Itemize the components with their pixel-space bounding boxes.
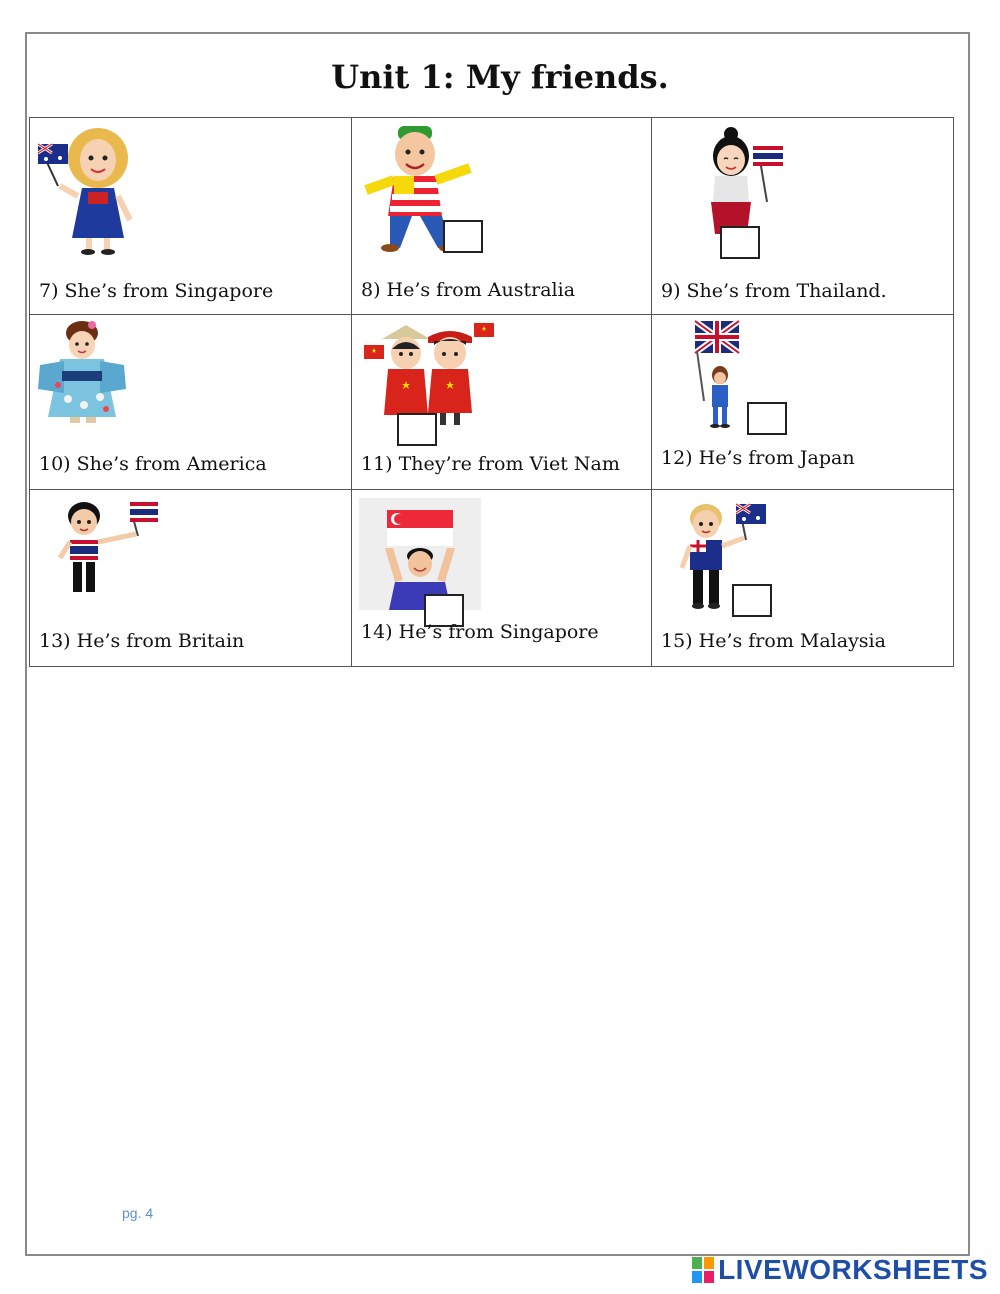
page-title: Unit 1: My friends. [331, 58, 669, 96]
matching-grid [29, 117, 954, 667]
girl-with-australian-flag-picture [38, 126, 138, 256]
grid-cell-12 [652, 315, 954, 490]
caption-item-7: 7) She’s from Singapore [39, 280, 274, 302]
boy-with-british-flag-picture [690, 319, 752, 431]
page-number: pg. 4 [122, 1205, 154, 1221]
caption-item-8: 8) He’s from Australia [361, 279, 576, 301]
caption-item-10: 10) She’s from America [39, 453, 267, 475]
answer-box-12[interactable] [747, 402, 787, 435]
answer-box-11[interactable] [397, 413, 437, 446]
grid-cell-10 [30, 315, 352, 490]
boy-with-thai-flag-picture [52, 498, 162, 602]
caption-item-11: 11) They’re from Viet Nam [361, 453, 620, 475]
liveworksheets-logo-icon [692, 1257, 714, 1283]
answer-box-8[interactable] [443, 220, 483, 253]
grid-cell-8 [352, 118, 652, 315]
grid-cell-7 [30, 118, 352, 315]
grid-cell-9 [652, 118, 954, 315]
liveworksheets-logo[interactable] [692, 1254, 988, 1286]
grid-cell-13 [30, 490, 352, 667]
caption-item-12: 12) He’s from Japan [661, 447, 855, 469]
caption-item-15: 15) He’s from Malaysia [661, 630, 886, 652]
grid-cell-11 [352, 315, 652, 490]
answer-box-15[interactable] [732, 584, 772, 617]
caption-item-9: 9) She’s from Thailand. [661, 280, 887, 302]
answer-box-9[interactable] [720, 226, 760, 259]
caption-item-13: 13) He’s from Britain [39, 630, 245, 652]
grid-cell-14 [352, 490, 652, 667]
brand-name: LIVEWORKSHEETS [718, 1254, 988, 1285]
grid-cell-15 [652, 490, 954, 667]
girl-in-japanese-kimono-picture [34, 319, 130, 427]
caption-item-14: 14) He’s from Singapore [361, 621, 599, 643]
